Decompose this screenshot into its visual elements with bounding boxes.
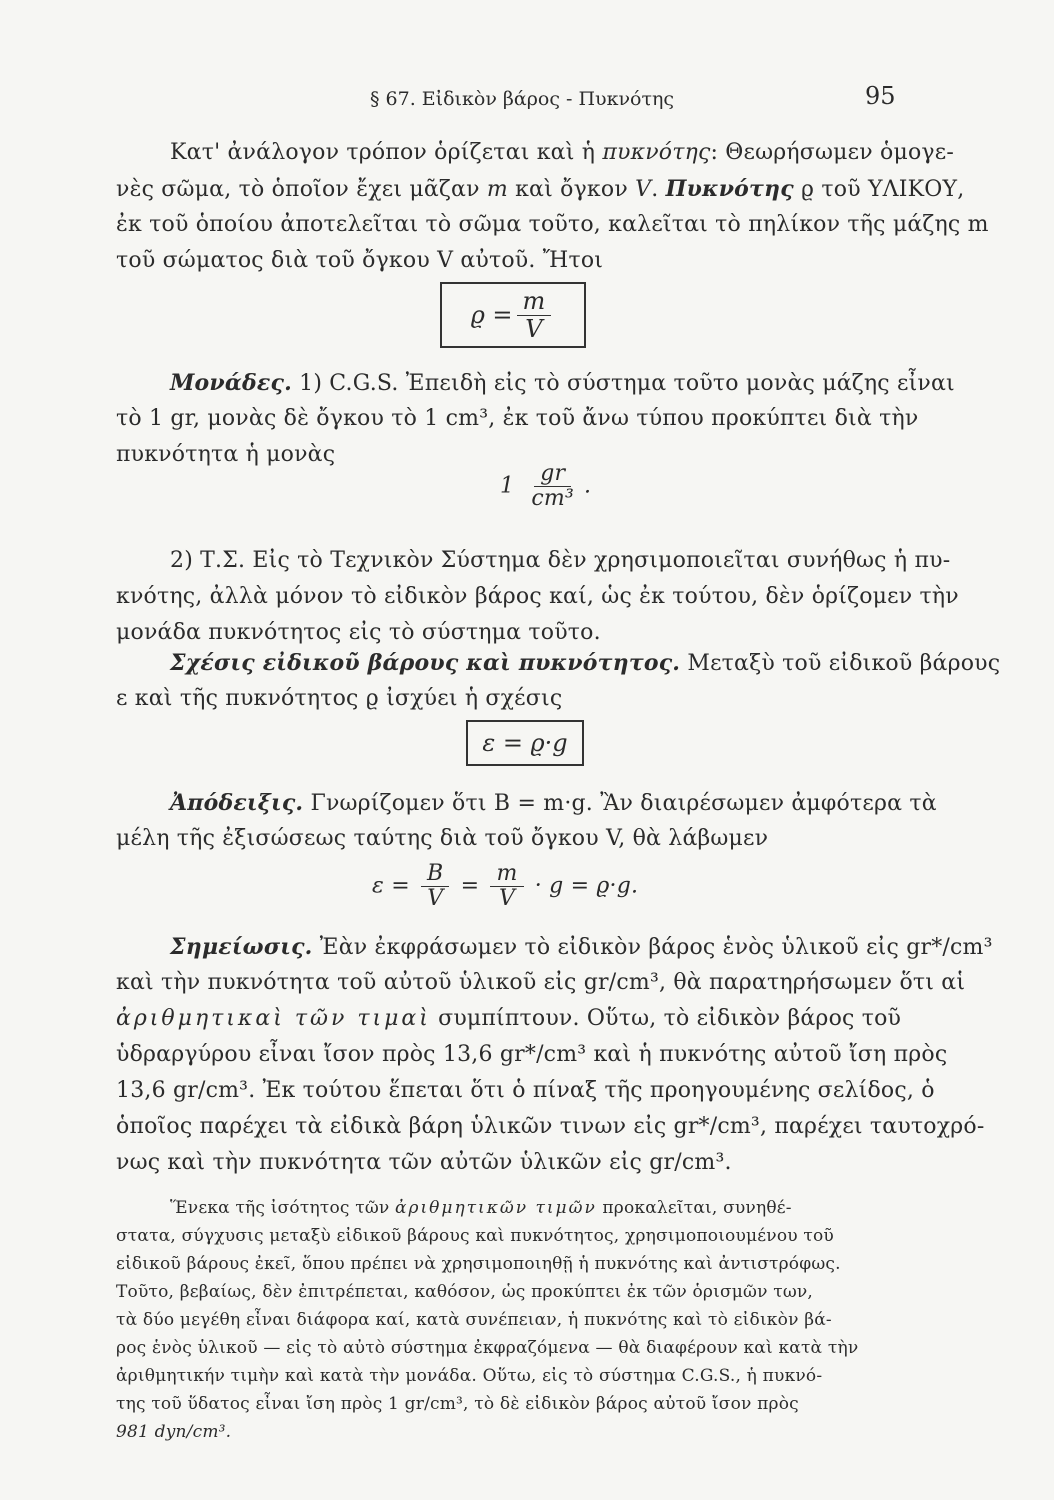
p6-line-5: 13,6 gr/cm³. Ἐκ τούτου ἕπεται ὅτι ὁ πίναξ τῆς προηγουμένης σελίδος, ὁ (116, 1078, 935, 1103)
p2-line-1: Μονάδες. 1) C.G.S. Ἐπειδὴ εἰς τὸ σύστημα τοῦτο μονὰς μάζης εἶναι (170, 370, 955, 396)
footnote-line-4: Τοῦτο, βεβαίως, δὲν ἐπιτρέπεται, καθόσον, ὡς προκύπτει ἐκ τῶν ὁρισμῶν των, (116, 1282, 814, 1302)
footnote-line-2: στατα, σύγχυσις μεταξὺ εἰδικοῦ βάρους καὶ πυκνότητος, χρησιμοποιουμένου τοῦ (116, 1226, 834, 1246)
p2-line-3: πυκνότητα ἡ μονὰς (116, 442, 336, 467)
p4-line-1: Σχέσις εἰδικοῦ βάρους καὶ πυκνότητος. Μεταξὺ τοῦ εἰδικοῦ βάρους (170, 650, 1001, 676)
p2-line-2: τὸ 1 gr, μονὰς δὲ ὄγκου τὸ 1 cm³, ἐκ τοῦ ἄνω τύπου προκύπτει διὰ τὴν (116, 406, 919, 431)
p1-line-4: τοῦ σώματος διὰ τοῦ ὄγκου V αὐτοῦ. Ἤτοι (116, 248, 604, 273)
footnote-line-1: Ἕνεκα τῆς ἰσότητος τῶν ἀριθμητικῶν τιμῶν προκαλεῖται, συνηθέ- (170, 1198, 792, 1218)
relation-formula-box: ε = ϱ·g (466, 720, 584, 766)
p3-line-3: μονάδα πυκνότητος εἰς τὸ σύστημα τοῦτο. (116, 620, 601, 645)
footnote-line-6: ρος ἑνὸς ὑλικοῦ — εἰς τὸ αὐτὸ σύστημα ἐκφραζόμενα — θὰ διαφέρουν καὶ κατὰ τὴν (116, 1338, 859, 1358)
density-formula-box: ϱ = $\frac{m}{V}$ (440, 282, 586, 348)
p1-line-1: Κατ' ἀνάλογον τρόπον ὁρίζεται καὶ ἡ πυκνότης: Θεωρήσωμεν ὁμογε- (170, 140, 954, 165)
p1-line-2: νὲς σῶμα, τὸ ὁποῖον ἔχει μᾶζαν m καὶ ὄγκον V. Πυκνότης ϱ τοῦ ΥΛΙΚΟΥ, (116, 176, 965, 202)
footnote-line-7: ἀριθμητικήν τιμὴν καὶ κατὰ τὴν μονάδα. Οὕτω, εἰς τὸ σύστημα C.G.S., ἡ πυκνό- (116, 1366, 823, 1386)
derivation-formula: ε = $\frac{B}{V}$ = $\frac{m}{V}$ · g = ϱ·g. (372, 861, 639, 912)
p6-line-1: Σημείωσις. Ἐὰν ἐκφράσωμεν τὸ εἰδικὸν βάρος ἑνὸς ὑλικοῦ εἰς gr*/cm³ (170, 934, 993, 960)
p3-line-1: 2) Τ.Σ. Εἰς τὸ Τεχνικὸν Σύστημα δὲν χρησιμοποιεῖται συνήθως ἡ πυ- (170, 548, 951, 573)
p3-line-2: κνότης, ἀλλὰ μόνον τὸ εἰδικὸν βάρος καί, ὡς ἐκ τούτου, δὲν ὁρίζομεν τὴν (116, 584, 959, 609)
page-number: 95 (865, 82, 896, 110)
footnote-line-5: τὰ δύο μεγέθη εἶναι διάφορα καί, κατὰ συνέπειαν, ἡ πυκνότης καὶ τὸ εἰδικὸν βά- (116, 1310, 832, 1330)
footnote-line-8: της τοῦ ὕδατος εἶναι ἴση πρὸς 1 gr/cm³, τὸ δὲ εἰδικὸν βάρος αὐτοῦ ἴσον πρὸς (116, 1394, 799, 1414)
p5-line-1: Ἀπόδειξις. Γνωρίζομεν ὅτι B = m·g. Ἂν διαιρέσωμεν ἀμφότερα τὰ (170, 790, 937, 816)
unit-formula: 1 $\frac{gr}{\text{cm³}}$ . (500, 461, 592, 512)
section-title: § 67. Εἰδικὸν βάρος - Πυκνότης (370, 88, 674, 110)
p6-line-2: καὶ τὴν πυκνότητα τοῦ αὐτοῦ ὑλικοῦ εἰς gr/cm³, θὰ παρατηρήσωμεν ὅτι αἱ (116, 970, 966, 995)
p5-line-2: μέλη τῆς ἐξισώσεως ταύτης διὰ τοῦ ὄγκου V, θὰ λάβωμεν (116, 826, 769, 851)
p6-line-3: ἀριθμητικαὶ τῶν τιμαὶ συμπίπτουν. Οὕτω, τὸ εἰδικὸν βάρος τοῦ (116, 1006, 902, 1031)
footnote-line-9: 981 dyn/cm³. (116, 1422, 232, 1442)
p4-line-2: ε καὶ τῆς πυκνότητος ϱ ἰσχύει ἡ σχέσις (116, 686, 563, 711)
p6-line-4: ὑδραργύρου εἶναι ἴσον πρὸς 13,6 gr*/cm³ καὶ ἡ πυκνότης αὐτοῦ ἴση πρὸς (116, 1042, 948, 1067)
footnote-line-3: εἰδικοῦ βάρους ἐκεῖ, ὅπου πρέπει νὰ χρησιμοποιηθῇ ἡ πυκνότης καὶ ἀντιστρόφως. (116, 1254, 841, 1274)
p6-line-6: ὁποῖος παρέχει τὰ εἰδικὰ βάρη ὑλικῶν τινων εἰς gr*/cm³, παρέχει ταυτοχρό- (116, 1114, 985, 1139)
page-header (0, 80, 1054, 120)
p1-line-3: ἐκ τοῦ ὁποίου ἀποτελεῖται τὸ σῶμα τοῦτο, καλεῖται τὸ πηλίκον τῆς μάζης m (116, 212, 989, 237)
p6-line-7: νως καὶ τὴν πυκνότητα τῶν αὐτῶν ὑλικῶν εἰς gr/cm³. (116, 1150, 732, 1175)
